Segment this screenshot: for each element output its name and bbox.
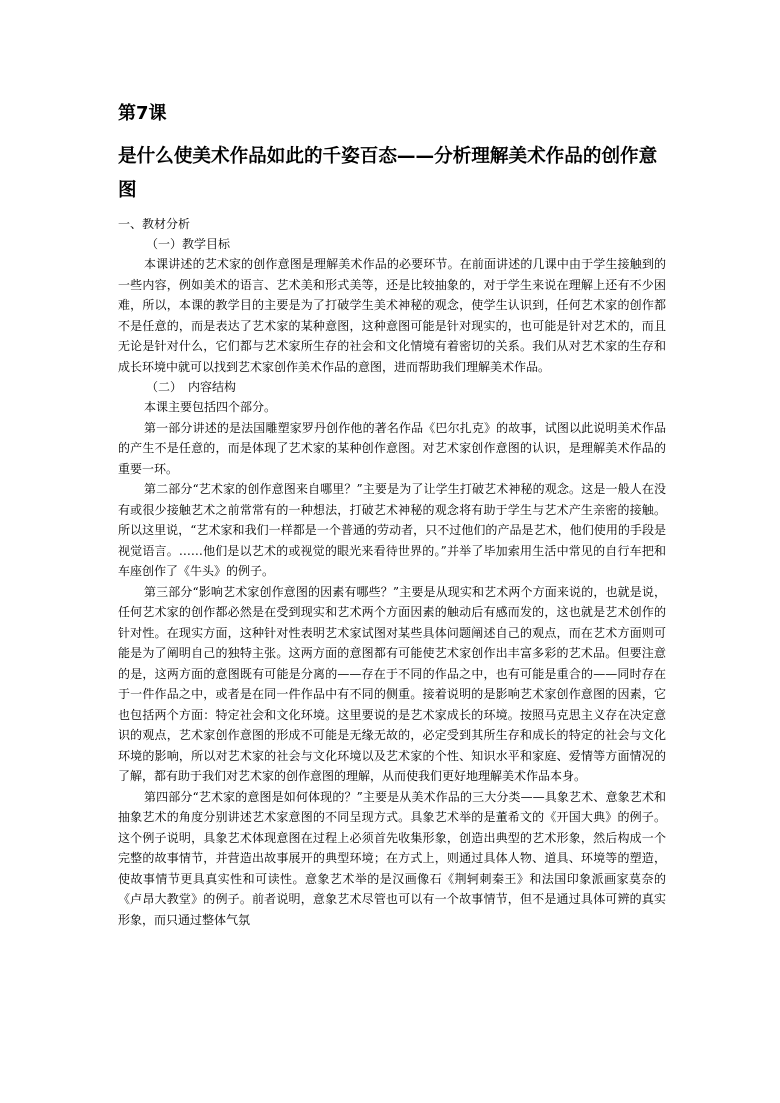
- paragraph-part1: 第一部分讲述的是法国雕塑家罗丹创作他的著名作品《巴尔扎克》的故事，试图以此说明美术作品的产生不是任意的，而是体现了艺术家的某种创作意图。对艺术家创作意图的认识，是理解美术作品的重要一环。: [118, 420, 666, 476]
- document-page: [118, 100, 666, 930]
- document-title: 是什么使美术作品如此的千姿百态——分析理解美术作品的创作意图: [118, 146, 658, 201]
- subsection-heading-goals: （一）教学目标: [146, 237, 231, 251]
- lesson-number: 第7课: [118, 103, 167, 124]
- paragraph-part3: 第三部分“影响艺术家创作意图的因素有哪些？”主要是从现实和艺术两个方面来说的，也就是说，任何艺术家的创作都必然是在受到现实和艺术两个方面因素的触动后有感而发的，这也就是艺术创作的针对性。在现实方面，这种针对性表明艺术家试图对某些具体问题阐述自己的观点，而在艺术方面则可能是为了阐明自己的独特主张。这两方面的意图都有可能使艺术家创作出丰富多彩的艺术品。但要注意的是，这两方面的意图既有可能是分离的——存在于不同的作品之中，也有可能是重合的——同时存在于一件作品之中，或者是在同一件作品中有不同的侧重。接着说明的是影响艺术家创作意图的因素，它也包括两个方面：特定社会和文化环境。这里要说的是艺术家成长的环境。按照马克思主义存在决定意识的观点，艺术家创作意图的形成不可能是无缘无故的，必定受到其所生存和成长的特定的社会与文化环境的影响，所以对艺术家的社会与文化环境以及艺术家的个性、知识水平和家庭、爱情等方面情况的了解，都有助于我们对艺术家的创作意图的理解，从而使我们更好地理解美术作品本身。: [118, 584, 666, 783]
- paragraph-intro: 本课主要包括四个部分。: [144, 400, 277, 414]
- paragraph-part4: 第四部分“艺术家的意图是如何体现的？”主要是从美术作品的三大分类——具象艺术、意象艺术和抽象艺术的角度分别讲述艺术家意图的不同呈现方式。具象艺术举的是董希文的《开国大典》的例子。这个例子说明，具象艺术体现意图在过程上必须首先收集形象，创造出典型的艺术形象，然后构成一个完整的故事情节，并营造出故事展开的典型环境；在方式上，则通过具体人物、道具、环境等的塑造，使故事情节更具真实性和可读性。意象艺术举的是汉画像石《荆轲刺秦王》和法国印象派画家莫奈的《卢昂大教堂》的例子。前者说明，意象艺术尽管也可以有一个故事情节，但不是通过具体可辨的真实形象，而只通过整体气氛: [118, 789, 666, 927]
- section-heading: 一、教材分析: [118, 217, 191, 231]
- paragraph-part2: 第二部分“艺术家的创作意图来自哪里？”主要是为了让学生打破艺术神秘的观念。这是一般人在没有或很少接触艺术之前常常有的一种想法，打破艺术神秘的观念将有助于学生与艺术产生亲密的接触。所以这里说，“艺术家和我们一样都是一个普通的劳动者，只不过他们的产品是艺术，他们使用的手段是视觉语言。……他们是以艺术的或视觉的眼光来看待世界的。”并举了毕加索用生活中常见的自行车把和车座创作了《牛头》的例子。: [118, 482, 666, 578]
- subsection-heading-structure: （二） 内容结构: [146, 380, 237, 394]
- paragraph-goals: 本课讲述的艺术家的创作意图是理解美术作品的必要环节。在前面讲述的几课中由于学生接触到的一些内容，例如美术的语言、艺术美和形式美等，还是比较抽象的，对于学生来说在理解上还有不少困难，所以，本课的教学目的主要是为了打破学生美术神秘的观念，使学生认识到，任何艺术家的创作都不是任意的，而是表达了艺术家的某种意图，这种意图可能是针对现实的，也可能是针对艺术的，而且无论是针对什么，它们都与艺术家所生存的社会和文化情境有着密切的关系。我们从对艺术家的生存和成长环境中就可以找到艺术家创作美术作品的意图，进而帮助我们理解美术作品。: [118, 257, 666, 374]
